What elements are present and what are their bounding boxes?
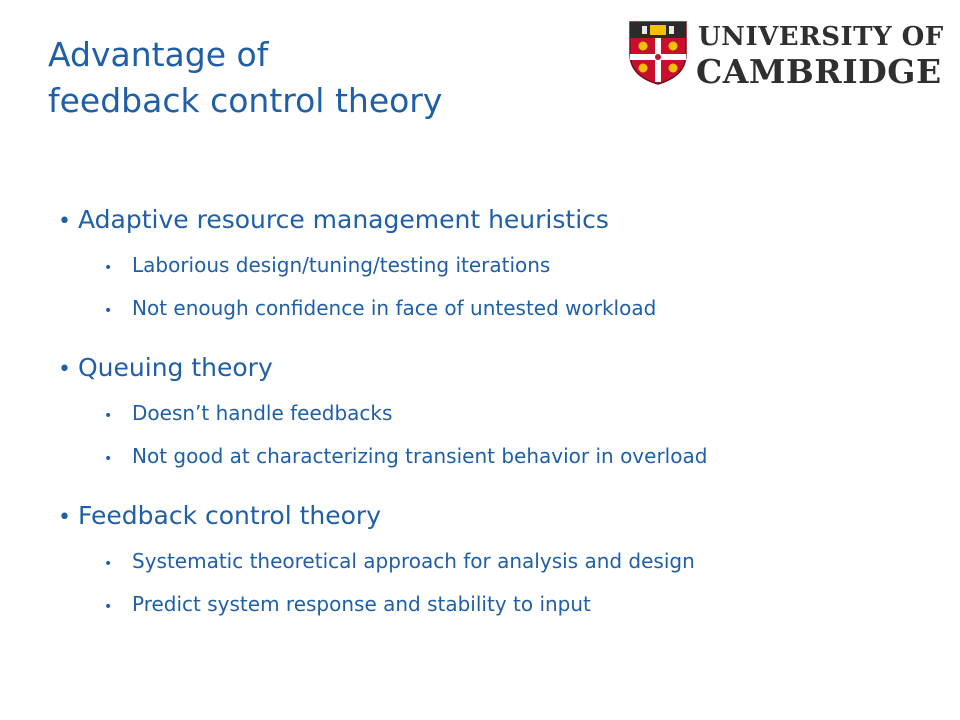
- bullet-group: [58, 344, 938, 478]
- sub-bullet-dot-icon: •: [104, 599, 113, 615]
- sub-bullet-item: [58, 392, 938, 435]
- sub-bullet-dot-icon: •: [104, 260, 113, 276]
- sub-bullet-text: Not enough confidence in face of untested workload: [132, 296, 657, 320]
- sub-bullet-dot-icon: •: [104, 451, 113, 467]
- bullet-item: [58, 344, 938, 392]
- bullet-list: [58, 196, 938, 640]
- university-logo: [628, 18, 944, 91]
- bullet-text: Queuing theory: [78, 353, 273, 382]
- sub-bullet-text: Systematic theoretical approach for analysis and design: [132, 549, 695, 573]
- logo-text-cambridge: CAMBRIDGE: [696, 52, 942, 91]
- sub-bullet-item: [58, 583, 938, 626]
- bullet-text: Feedback control theory: [78, 501, 382, 530]
- sub-bullet-dot-icon: •: [104, 556, 113, 572]
- bullet-item: [58, 196, 938, 244]
- sub-bullet-dot-icon: •: [104, 408, 113, 424]
- slide-title-line-1: Advantage of: [48, 35, 269, 74]
- sub-bullet-text: Predict system response and stability to input: [132, 592, 591, 616]
- bullet-text: Adaptive resource management heuristics: [78, 205, 609, 234]
- bullet-dot-icon: •: [58, 209, 71, 234]
- slide-title-line-2: feedback control theory: [48, 81, 443, 120]
- sub-bullet-text: Laborious design/tuning/testing iterations: [132, 253, 551, 277]
- bullet-dot-icon: •: [58, 357, 71, 382]
- sub-bullet-text: Not good at characterizing transient behavior in overload: [132, 444, 708, 468]
- bullet-dot-icon: •: [58, 505, 71, 530]
- sub-bullet-item: [58, 435, 938, 478]
- logo-text-university-of: UNIVERSITY OF: [698, 22, 944, 52]
- sub-bullet-text: Doesn’t handle feedbacks: [132, 401, 393, 425]
- slide-title: [48, 32, 442, 124]
- cambridge-shield-icon: [628, 20, 688, 86]
- bullet-item: [58, 492, 938, 540]
- bullet-group: [58, 492, 938, 626]
- sub-bullet-item: [58, 244, 938, 287]
- bullet-group: [58, 196, 938, 330]
- sub-bullet-item: [58, 287, 938, 330]
- sub-bullet-dot-icon: •: [104, 303, 113, 319]
- sub-bullet-item: [58, 540, 938, 583]
